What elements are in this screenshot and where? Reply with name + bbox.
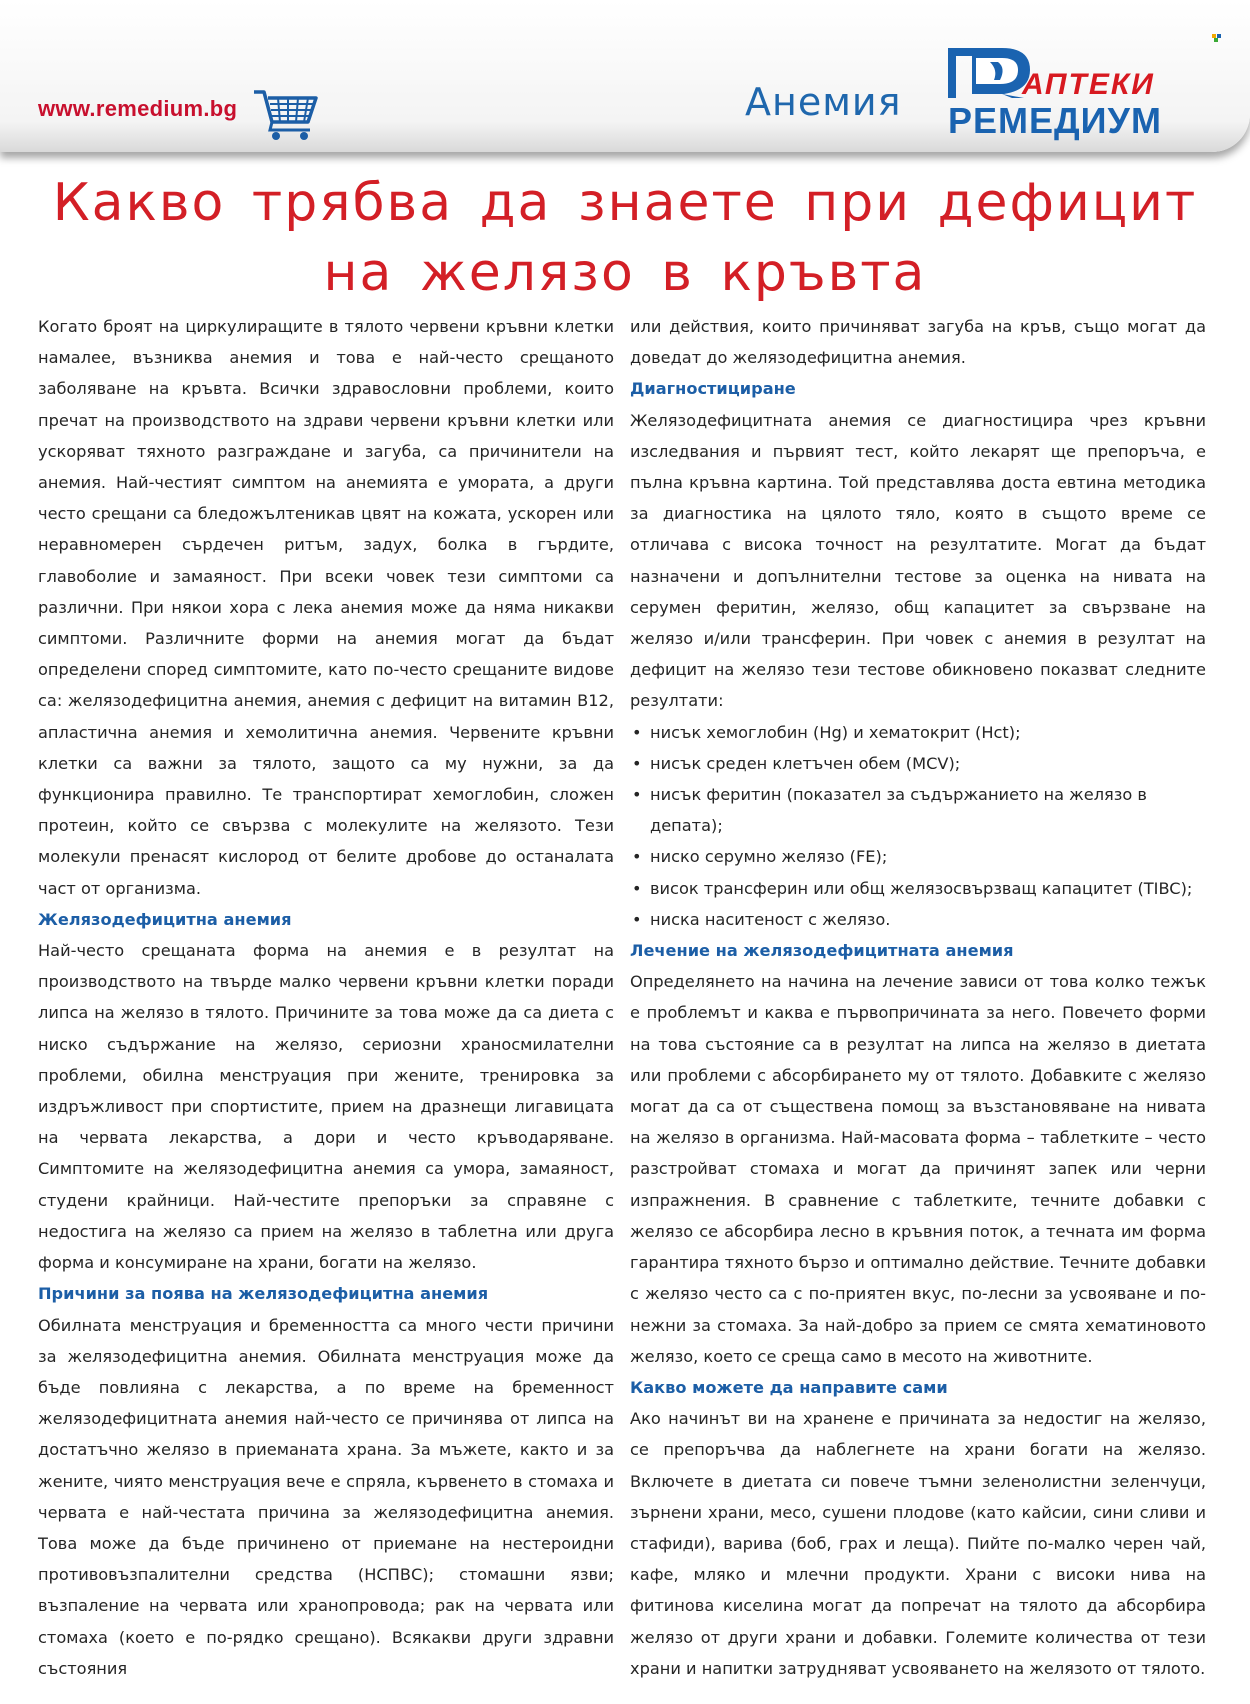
intro-paragraph: Когато броят на циркулиращите в тялото червени кръвни клетки намалее, възниква анемия и това е най-често срещаното заболяване на кръвта. Всички здравословни проблеми, които пречат на производството на здрави червени кръвни клетки или ускоряват тяхното разграждане и загуба, са причинители на анемия. Най-честият симптом на анемията е умората, а други често срещани са бледожълтеникав цвят на кожата, ускорен или неравномерен сърдечен ритъм, задух, болка в гърдите, главоболие и замаяност. При всеки човек тези симптоми са различни. При някои хора с лека анемия може да няма никакви симптоми. Различните форми на анемия могат да бъдат определени според симптомите, като по-често срещаните видове са: желязодефицитна анемия, анемия с дефицит на витамин B12, апластична анемия и хемолитична анемия. Червените кръвни клетки са важни за тялото, защото са му нужни, за да функционира правилно. Те транспортират хемоглобин, сложен протеин, който се свързва с молекулите на желязото. Тези молекули пренасят кислород от белите дробове до останалата част от организма. bbox=[38, 317, 614, 898]
site-url-link[interactable]: www.remedium.bg bbox=[38, 96, 238, 121]
page-title: Какво трябва да знаете при дефицит на желязо в кръвта bbox=[52, 173, 1198, 303]
left-column bbox=[38, 311, 614, 1684]
logo-text-top: АПТЕКИ bbox=[1022, 68, 1155, 101]
list-item: • ниска наситеност с желязо. bbox=[630, 904, 1206, 935]
shopping-cart-icon[interactable] bbox=[252, 86, 320, 142]
header-bar bbox=[0, 0, 1250, 152]
section-label: Анемия bbox=[745, 80, 902, 124]
list-item: • нисък среден клетъчен обем (MCV); bbox=[630, 748, 1206, 779]
heading-treatment: Лечение на желязодефицитната анемия bbox=[630, 941, 1014, 961]
right-column bbox=[630, 311, 1206, 1684]
treatment-paragraph: Определянето на начина на лечение зависи от това колко тежък е проблемът и каква е първопричината за него. Повечето форми на това състояние са в резултат на липса на желязо в диетата или проблеми с абсорбирането му от тялото. Добавките с желязо могат да са от съществена помощ за възстановяване на нивата на желязо в организма. Най-масовата форма – таблетките – често разстройват стомаха и могат да причинят запек или черни изпражнения. В сравнение с таблетките, течните добавки с желязо се абсорбира лесно в кръвния поток, а течната им форма гарантира тяхното бързо и оптимално действие. Течните добавки с желязо често са с по-приятен вкус, по-лесни за усвояване и по-нежни за стомаха. За най-добро за прием се смята хематиновото желязо, което се среща само в месото на животните. bbox=[630, 972, 1206, 1366]
heading-iron-deficiency: Желязодефицитна анемия bbox=[38, 909, 292, 929]
test-results-list bbox=[630, 717, 1206, 935]
list-item: • нисък хемоглобин (Hg) и хематокрит (Hct); bbox=[630, 717, 1206, 748]
list-item: • нисък феритин (показател за съдържанието на желязо в депата); bbox=[630, 779, 1206, 841]
heading-self-help: Какво можете да направите сами bbox=[630, 1377, 948, 1397]
continuation-paragraph: или действия, които причиняват загуба на кръв, също могат да доведат до желязодефицитна анемия. bbox=[630, 317, 1206, 368]
self-help-paragraph: Ако начинът ви на хранене е причината за недостиг на желязо, се препоръчва да наблегнете на храни богати на желязо. Включете в диетата си повече тъмни зеленолистни зеленчуци, зърнени храни, месо, сушени плодове (като кайсии, сини сливи и стафиди), варива (боб, грах и леща). Пийте по-малко черен чай, кафе, мляко и млечни продукти. Храни с високи нива на фитинова киселина могат да попречат на тялото да абсорбира желязо от други храни и добавки. Големите количества от тези храни и напитки затрудняват усвояването на желязото от тялото. bbox=[630, 1409, 1206, 1678]
heading-diagnosis: Диагностициране bbox=[630, 379, 796, 399]
list-item: • ниско серумно желязо (FE); bbox=[630, 841, 1206, 872]
list-item: • висок трансферин или общ желязосвързващ капацитет (TIBC); bbox=[630, 873, 1206, 904]
decorative-dots-icon bbox=[1212, 34, 1222, 42]
diagnosis-paragraph: Желязодефицитната анемия се диагностицира чрез кръвни изследвания и първият тест, който лекарят ще препоръча, е пълна кръвна картина. Той представлява доста евтина методика за диагностика на цялото тяло, която в същото време се отличава с висока точност на резултатите. Могат да бъдат назначени и допълнителни тестове за оценка на нивата на серумен феритин, желязо, общ капацитет за свързване на желязо и/или трансферин. При човек с анемия в резултат на дефицит на желязо тези тестове обикновено показват следните резултати: bbox=[630, 410, 1206, 711]
causes-paragraph: Обилната менструация и бременността са много чести причини за желязодефицитна анемия. Обилната менструация може да бъде повлияна с лекарства, а по време на бременност желязодефицитната анемия най-често се причинява от липса на достатъчно желязо в приеманата храна. За мъжете, както и за жените, чиято менструация вече е спряла, кървенето в стомаха и червата е най-честата причина за желязодефицитна анемия. Това може да бъде причинено от приемане на нестероидни противовъзпалителни средства (НСПВС); стомашни язви; възпаление на червата или хранопровода; рак на червата или стомаха (което е по-рядко срещано). Всякакви други здравни състояния bbox=[38, 1315, 614, 1678]
logo-text-bottom: РЕМЕДИУМ bbox=[948, 100, 1162, 141]
iron-deficiency-paragraph: Най-често срещаната форма на анемия е в резултат на производството на твърде малко червени кръвни клетки поради липса на желязо в тялото. Причините за това може да са диета с ниско съдържание на желязо, сериозни храносмилателни проблеми, обилна менструация при жените, тренировка за издръжливост при спортистите, прием на дразнещи лигавицата на червата лекарства, а дори и често кръводаряване. Симптомите на желязодефицитна анемия са умора, замаяност, студени крайници. Най-честите препоръки за справяне с недостига на желязо са прием на желязо в таблетна или друга форма и консумиране на храни, богати на желязо. bbox=[38, 941, 614, 1273]
heading-causes: Причини за поява на желязодефицитна анемия bbox=[38, 1284, 489, 1304]
